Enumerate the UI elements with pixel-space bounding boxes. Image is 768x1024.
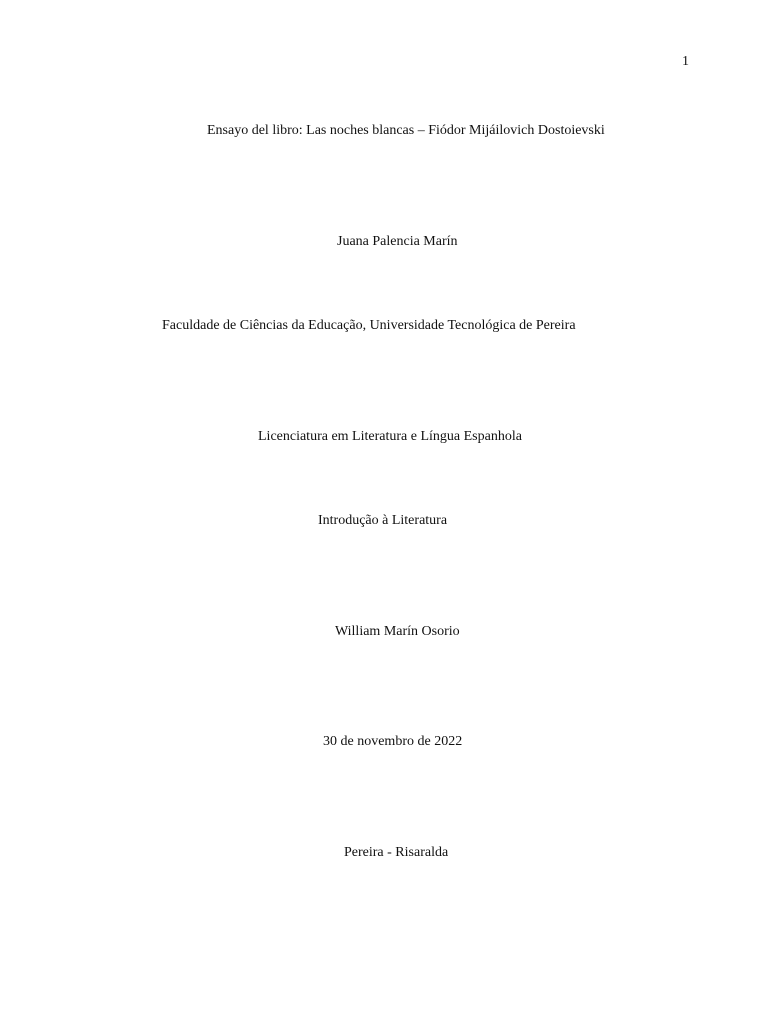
author-name: Juana Palencia Marín	[337, 234, 458, 249]
faculty-affiliation: Faculdade de Ciências da Educação, Universidade Tecnológica de Pereira	[162, 318, 576, 333]
document-location: Pereira - Risaralda	[344, 845, 449, 860]
page-number: 1	[682, 54, 689, 69]
document-title: Ensayo del libro: Las noches blancas – Fiódor Mijáilovich Dostoievski	[207, 123, 605, 138]
document-date: 30 de novembro de 2022	[323, 734, 463, 749]
course-name: Introdução à Literatura	[318, 513, 448, 528]
degree-program: Licenciatura em Literatura e Língua Espanhola	[258, 429, 522, 444]
instructor-name: William Marín Osorio	[335, 624, 460, 639]
